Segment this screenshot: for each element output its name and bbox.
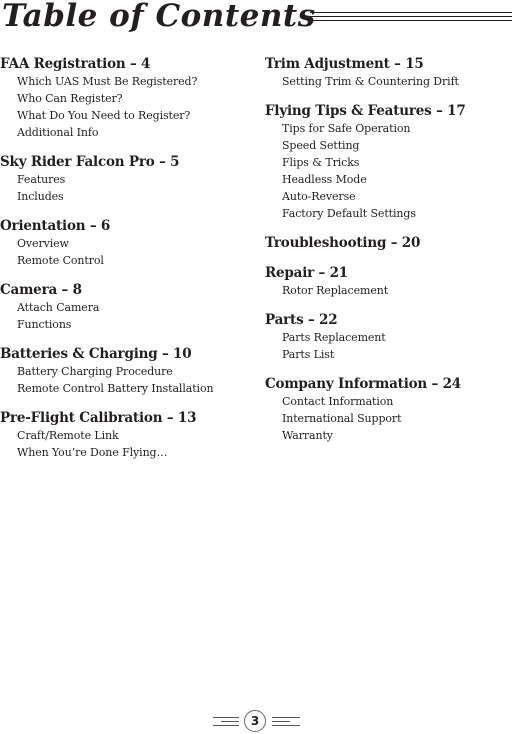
section-item[interactable]: International Support: [282, 412, 402, 425]
header: [0, 0, 513, 40]
section-item[interactable]: Warranty: [282, 429, 333, 442]
section-item[interactable]: Headless Mode: [282, 173, 367, 186]
section-item[interactable]: Speed Setting: [282, 139, 360, 152]
toc-section: [265, 102, 510, 222]
toc-section: [265, 234, 510, 252]
toc-section: [0, 409, 260, 461]
section-title[interactable]: Pre-Flight Calibration – 13: [0, 410, 197, 426]
toc-section: [265, 311, 510, 363]
section-item[interactable]: Remote Control: [17, 254, 104, 267]
toc-section: [265, 55, 510, 90]
section-item[interactable]: Auto-Reverse: [282, 190, 356, 203]
toc-section: [0, 345, 260, 397]
section-item[interactable]: Flips & Tricks: [282, 156, 360, 169]
toc-section: [0, 281, 260, 333]
section-item[interactable]: Parts List: [282, 348, 335, 361]
section-title[interactable]: Troubleshooting – 20: [265, 235, 421, 251]
section-title[interactable]: Sky Rider Falcon Pro – 5: [0, 154, 180, 170]
section-title[interactable]: Trim Adjustment – 15: [265, 56, 424, 72]
section-item[interactable]: Battery Charging Procedure: [17, 365, 173, 378]
section-item[interactable]: Overview: [17, 237, 69, 250]
section-item[interactable]: Features: [17, 173, 66, 186]
section-item[interactable]: Functions: [17, 318, 72, 331]
section-title[interactable]: Parts – 22: [265, 312, 338, 328]
toc-section: [0, 153, 260, 205]
toc-section: [0, 217, 260, 269]
page-number: 3: [244, 710, 266, 732]
section-title[interactable]: Camera – 8: [0, 282, 82, 298]
section-item[interactable]: Setting Trim & Countering Drift: [282, 75, 459, 88]
footer-rule-line: [213, 717, 239, 718]
section-item[interactable]: Rotor Replacement: [282, 284, 389, 297]
footer-rule-line: [272, 721, 290, 722]
toc-right-column: [265, 55, 510, 444]
footer-rule-line: [213, 725, 239, 726]
section-item[interactable]: Who Can Register?: [17, 92, 123, 105]
section-item[interactable]: Attach Camera: [17, 301, 100, 314]
section-title[interactable]: Orientation – 6: [0, 218, 111, 234]
section-item[interactable]: What Do You Need to Register?: [17, 109, 191, 122]
section-item[interactable]: Includes: [17, 190, 64, 203]
title-rule-line: [310, 16, 512, 17]
footer-rule-line: [221, 721, 239, 722]
section-item[interactable]: Craft/Remote Link: [17, 429, 119, 442]
section-item[interactable]: When You’re Done Flying…: [17, 446, 168, 459]
page-title: Table of Contents: [2, 0, 316, 34]
section-item[interactable]: Tips for Safe Operation: [282, 122, 411, 135]
section-item[interactable]: Factory Default Settings: [282, 207, 416, 220]
section-title[interactable]: FAA Registration – 4: [0, 56, 151, 72]
title-rule-line: [310, 12, 512, 13]
section-item[interactable]: Contact Information: [282, 395, 394, 408]
section-title[interactable]: Flying Tips & Features – 17: [265, 103, 466, 119]
page-footer: [0, 708, 513, 734]
section-title[interactable]: Company Information – 24: [265, 376, 461, 392]
section-title[interactable]: Repair – 21: [265, 265, 348, 281]
toc-section: [0, 55, 260, 141]
toc-section: [265, 375, 510, 444]
section-item[interactable]: Parts Replacement: [282, 331, 386, 344]
section-item[interactable]: Which UAS Must Be Registered?: [17, 75, 198, 88]
toc-section: [265, 264, 510, 299]
section-title[interactable]: Batteries & Charging – 10: [0, 346, 192, 362]
title-rule-line: [310, 20, 512, 21]
toc-left-column: [0, 55, 260, 461]
footer-rule-line: [272, 725, 300, 726]
section-item[interactable]: Additional Info: [17, 126, 99, 139]
section-item[interactable]: Remote Control Battery Installation: [17, 382, 214, 395]
footer-rule-line: [272, 717, 300, 718]
